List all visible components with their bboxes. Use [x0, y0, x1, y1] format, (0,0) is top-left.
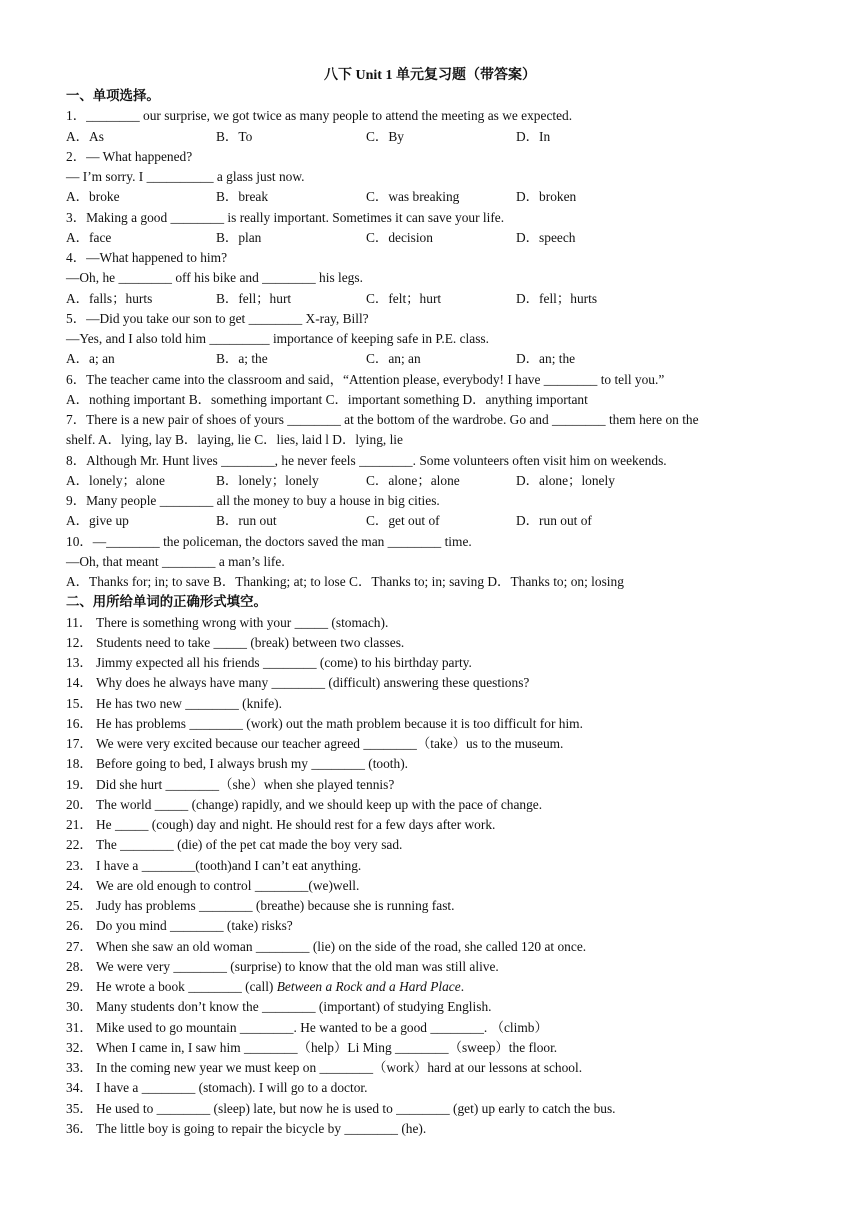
item-text: The little boy is going to repair the bicycle by ________ (he). — [96, 1120, 427, 1136]
item-number: 31． — [66, 1019, 93, 1035]
item-number: 29． — [66, 979, 93, 994]
question-line: —Oh, that meant ________ a man’s life. — [66, 553, 285, 569]
answer-option: A．a; an — [66, 351, 115, 367]
item-text: I have a ________ (stomach). I will go to a doctor. — [96, 1080, 368, 1096]
item-text: He has two new ________ (knife). — [96, 695, 282, 711]
question-line: 10．—________ the policeman, the doctors saved the man ________ time. — [66, 533, 472, 549]
question-line: 2．— What happened? — [66, 148, 193, 164]
answer-option: C．get out of — [366, 513, 440, 529]
item-text: Do you mind ________ (take) risks? — [96, 918, 293, 934]
book-title: Between a Rock and a Hard Place — [276, 979, 461, 994]
item-text: The world _____ (change) rapidly, and we should keep up with the pace of change. — [96, 796, 543, 812]
answer-option: B．lonely；lonely — [216, 472, 319, 488]
answer-option: C．an; an — [366, 351, 421, 367]
answer-option: A．falls；hurts — [66, 290, 153, 306]
question-line: 4．—What happened to him? — [66, 250, 228, 265]
item-number: 17． — [66, 736, 93, 751]
question-line: — I’m sorry. I __________ a glass just now. — [66, 169, 305, 184]
item-text: There is something wrong with your _____ (stomach). — [96, 614, 389, 630]
answer-option: B．break — [216, 189, 269, 205]
question-line: 6．The teacher came into the classroom and said，“Attention please, everybody! I have ________ to tell you.” — [66, 371, 665, 387]
item-number: 21． — [66, 817, 93, 832]
question-line: 5．—Did you take our son to get ________ X-ray, Bill? — [66, 310, 369, 326]
item-number: 35． — [66, 1100, 93, 1116]
question-line: 7．There is a new pair of shoes of yours ________ at the bottom of the wardrobe. Go and ________ them here on the — [66, 412, 699, 427]
item-text: Jimmy expected all his friends ________ (come) to his birthday party. — [96, 655, 472, 670]
question-line: A．nothing important B．something important C．important something D．anything important — [66, 391, 588, 407]
answer-option: B．a; the — [216, 351, 268, 367]
answer-option: C．was breaking — [366, 189, 460, 205]
answer-option: D．broken — [516, 189, 577, 205]
question-line: 8．Although Mr. Hunt lives ________, he never feels ________. Some volunteers often visit him on weekends. — [66, 452, 667, 468]
item-number: 18． — [66, 756, 93, 772]
item-text: When she saw an old woman ________ (lie) on the side of the road, she called 120 at once. — [96, 938, 587, 954]
question-line: 1．________ our surprise, we got twice as many people to attend the meeting as we expected. — [66, 108, 573, 124]
item-text: We are old enough to control ________(we)well. — [96, 877, 360, 893]
item-number: 33． — [66, 1060, 93, 1075]
answer-option: D．run out of — [516, 513, 592, 529]
answer-option: D．alone；lonely — [516, 472, 615, 488]
item-number: 32． — [66, 1039, 93, 1055]
answer-option: B．fell；hurt — [216, 290, 292, 306]
answer-option: A．broke — [66, 189, 120, 205]
answer-option: D．an; the — [516, 351, 576, 367]
item-number: 30． — [66, 999, 93, 1015]
item-text: He used to ________ (sleep) late, but now he is used to ________ (get) up early to catch the bus. — [96, 1100, 616, 1116]
item-number: 28． — [66, 958, 93, 974]
item-number: 20． — [66, 796, 93, 812]
item-number: 22． — [66, 837, 93, 853]
item-text: We were very ________ (surprise) to know that the old man was still alive. — [96, 958, 499, 974]
item-number: 14． — [66, 675, 93, 691]
item-text: He wrote a book ________ (call) Between a Rock and a Hard Place. — [96, 979, 465, 994]
section-heading-fill-in: 二、用所给单词的正确形式填空。 — [66, 594, 267, 610]
item-number: 16． — [66, 715, 93, 731]
item-text: He _____ (cough) day and night. He should rest for a few days after work. — [96, 817, 496, 832]
item-text: Before going to bed, I always brush my ________ (tooth). — [96, 756, 409, 772]
item-text: Judy has problems ________ (breathe) because she is running fast. — [96, 898, 455, 913]
item-text: Why does he always have many ________ (difficult) answering these questions? — [96, 675, 530, 691]
answer-option: D．In — [516, 128, 551, 144]
item-number: 12． — [66, 634, 93, 650]
item-number: 15． — [66, 695, 93, 711]
item-number: 34． — [66, 1080, 93, 1096]
answer-option: A．As — [66, 128, 104, 144]
item-number: 11． — [66, 614, 93, 630]
item-number: 24． — [66, 877, 93, 893]
item-number: 25． — [66, 898, 93, 913]
item-number: 26． — [66, 918, 93, 934]
item-text: Mike used to go mountain ________. He wanted to be a good ________. （climb） — [96, 1019, 548, 1035]
answer-option: C．decision — [366, 229, 433, 245]
question-line: A．Thanks for; in; to save B．Thanking; at; to lose C．Thanks to; in; saving D．Thanks to; on; losing — [66, 574, 624, 589]
question-line: —Yes, and I also told him _________ importance of keeping safe in P.E. class. — [66, 331, 489, 346]
item-number: 13． — [66, 655, 93, 670]
item-text: Students need to take _____ (break) between two classes. — [96, 634, 405, 650]
item-text: Many students don’t know the ________ (important) of studying English. — [96, 999, 492, 1015]
item-number: 36． — [66, 1120, 93, 1136]
answer-option: C．By — [366, 128, 404, 144]
question-line: —Oh, he ________ off his bike and ________ his legs. — [66, 270, 363, 286]
answer-option: B．To — [216, 128, 253, 144]
question-line: 9．Many people ________ all the money to buy a house in big cities. — [66, 493, 440, 508]
answer-option: A．lonely；alone — [66, 472, 165, 488]
document-title: 八下 Unit 1 单元复习题（带答案） — [324, 68, 536, 83]
answer-option: C．alone；alone — [366, 472, 460, 488]
item-text: When I came in, I saw him ________（help）Li Ming ________（sweep）the floor. — [96, 1039, 558, 1055]
item-text: Did she hurt ________（she）when she played tennis? — [96, 776, 395, 792]
item-text: In the coming new year we must keep on ________（work）hard at our lessons at school. — [96, 1060, 583, 1075]
answer-option: A．face — [66, 229, 112, 245]
item-number: 19． — [66, 776, 93, 792]
answer-option: B．plan — [216, 229, 262, 245]
answer-option: D．speech — [516, 229, 576, 245]
item-text: The ________ (die) of the pet cat made the boy very sad. — [96, 837, 403, 853]
item-number: 23． — [66, 857, 93, 873]
answer-option: C．felt；hurt — [366, 290, 442, 306]
item-text: I have a ________(tooth)and I can’t eat anything. — [96, 857, 362, 873]
item-number: 27． — [66, 938, 93, 954]
question-line: shelf. A．lying, lay B．laying, lie C．lies, laid l D．lying, lie — [66, 432, 403, 448]
answer-option: A．give up — [66, 513, 129, 529]
answer-option: D．fell；hurts — [516, 290, 598, 306]
question-line: 3．Making a good ________ is really important. Sometimes it can save your life. — [66, 209, 505, 225]
section-heading-multiple-choice: 一、单项选择。 — [66, 88, 160, 103]
item-text: We were very excited because our teacher agreed ________（take）us to the museum. — [96, 736, 564, 751]
item-text: He has problems ________ (work) out the math problem because it is too difficult for him. — [96, 715, 583, 731]
answer-option: B．run out — [216, 513, 277, 529]
